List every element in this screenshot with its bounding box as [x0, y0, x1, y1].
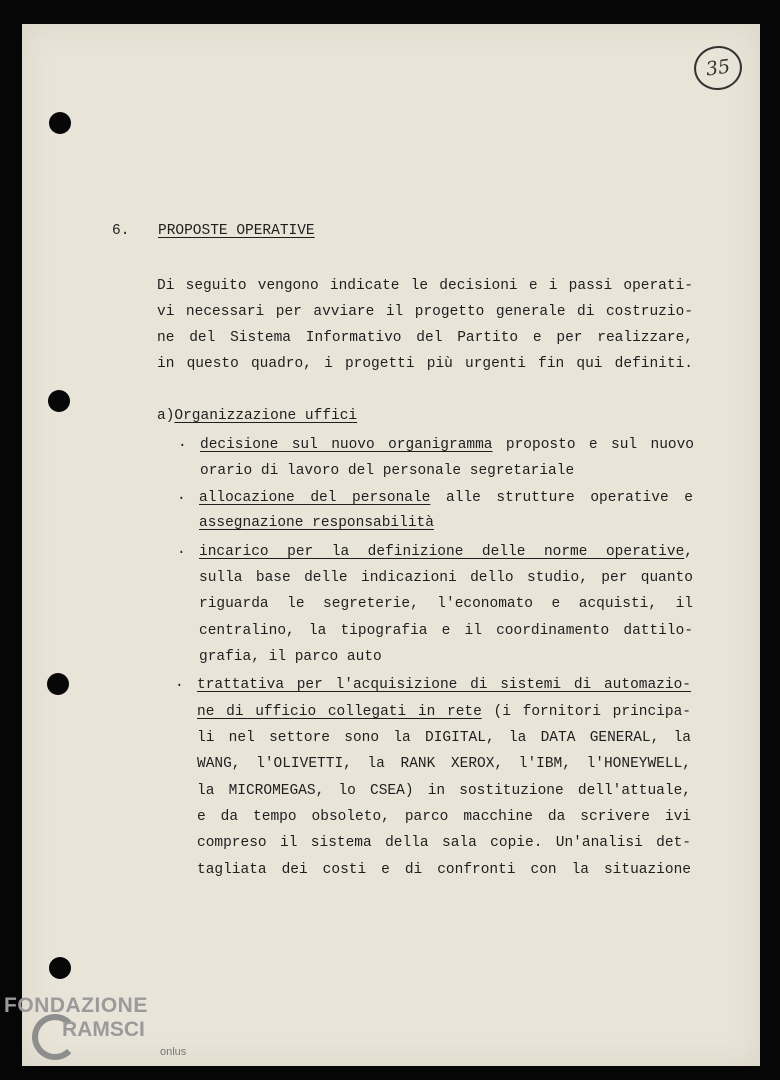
text-segment: riguarda le segreterie, l'economato e acquisti, il [199, 596, 693, 612]
item-line [199, 623, 693, 639]
text-segment: proposto e sul nuovo [492, 437, 694, 453]
text-segment: WANG, l'OLIVETTI, la RANK XEROX, l'IBM, l'HONEYWELL, [197, 756, 691, 772]
intro-line: Di seguito vengono indicate le decisioni e i passi operati- [157, 278, 693, 294]
underlined-text: incarico per la definizione delle norme operative [199, 544, 685, 560]
intro-line: in questo quadro, i progetti più urgenti fin qui definiti. [157, 356, 693, 372]
intro-line: vi necessari per avviare il progetto generale di costruzio- [157, 304, 693, 320]
item-line [200, 463, 694, 479]
item-line [197, 756, 691, 772]
underlined-text: trattativa per l'acquisizione di sistemi di automazio- [197, 677, 691, 693]
item-line [199, 596, 693, 612]
item-line [199, 570, 693, 586]
subsection-title: Organizzazione uffici [174, 408, 358, 424]
bullet-marker: . [177, 488, 186, 504]
text-segment: , [684, 544, 693, 560]
bullet-marker: . [177, 542, 186, 558]
subsection-heading [157, 408, 357, 424]
item-line [197, 809, 691, 825]
section-title: PROPOSTE OPERATIVE [158, 223, 315, 239]
page-number-stamp: 35 [691, 43, 745, 93]
item-line [200, 437, 694, 453]
text-segment: la MICROMEGAS, lo CSEA) in sostituzione dell'attuale, [197, 783, 691, 799]
text-segment: centralino, la tipografia e il coordinamento dattilo- [199, 623, 693, 639]
item-line [197, 730, 691, 746]
underlined-text: decisione sul nuovo organigramma [200, 437, 493, 453]
underlined-text: assegnazione responsabilità [199, 515, 434, 531]
watermark-line1: FONDAZIONE [4, 994, 148, 1017]
bullet-marker: . [175, 675, 184, 691]
item-line [199, 544, 693, 560]
intro-line: ne del Sistema Informativo del Partito e per realizzare, [157, 330, 693, 346]
underlined-text: ne di ufficio collegati in rete [197, 704, 482, 720]
underlined-text: allocazione del personale [199, 490, 431, 506]
punch-hole [48, 390, 70, 412]
document-page [22, 24, 760, 1066]
item-line [197, 862, 691, 878]
text-segment: compreso il sistema della sala copie. Un'analisi det- [197, 835, 691, 851]
text-segment: orario di lavoro del personale segretariale [200, 463, 575, 479]
bullet-marker: . [178, 435, 187, 451]
text-segment: (i fornitori principa- [481, 704, 691, 720]
text-segment: grafia, il parco auto [199, 649, 382, 665]
watermark-suffix: onlus [160, 1046, 187, 1058]
item-line [197, 677, 691, 693]
punch-hole [49, 112, 71, 134]
punch-hole [47, 673, 69, 695]
subsection-label: a) [157, 408, 175, 424]
item-line [199, 515, 693, 531]
section-number: 6. [112, 223, 130, 239]
punch-hole [49, 957, 71, 979]
item-line [199, 490, 693, 506]
fondazione-gramsci-watermark [4, 994, 204, 1074]
text-segment: li nel settore sono la DIGITAL, la DATA GENERAL, la [197, 730, 691, 746]
item-line [197, 783, 691, 799]
text-segment: alle strutture operative e [430, 490, 693, 506]
item-line [197, 835, 691, 851]
section-heading [112, 223, 315, 239]
text-segment: tagliata dei costi e di confronti con la situazione [197, 862, 691, 878]
item-line [197, 704, 691, 720]
text-segment: e da tempo obsoleto, parco macchine da scrivere ivi [197, 809, 691, 825]
text-segment: sulla base delle indicazioni dello studio, per quanto [199, 570, 693, 586]
watermark-line2: RAMSCI [62, 1018, 145, 1041]
item-line [199, 649, 693, 665]
